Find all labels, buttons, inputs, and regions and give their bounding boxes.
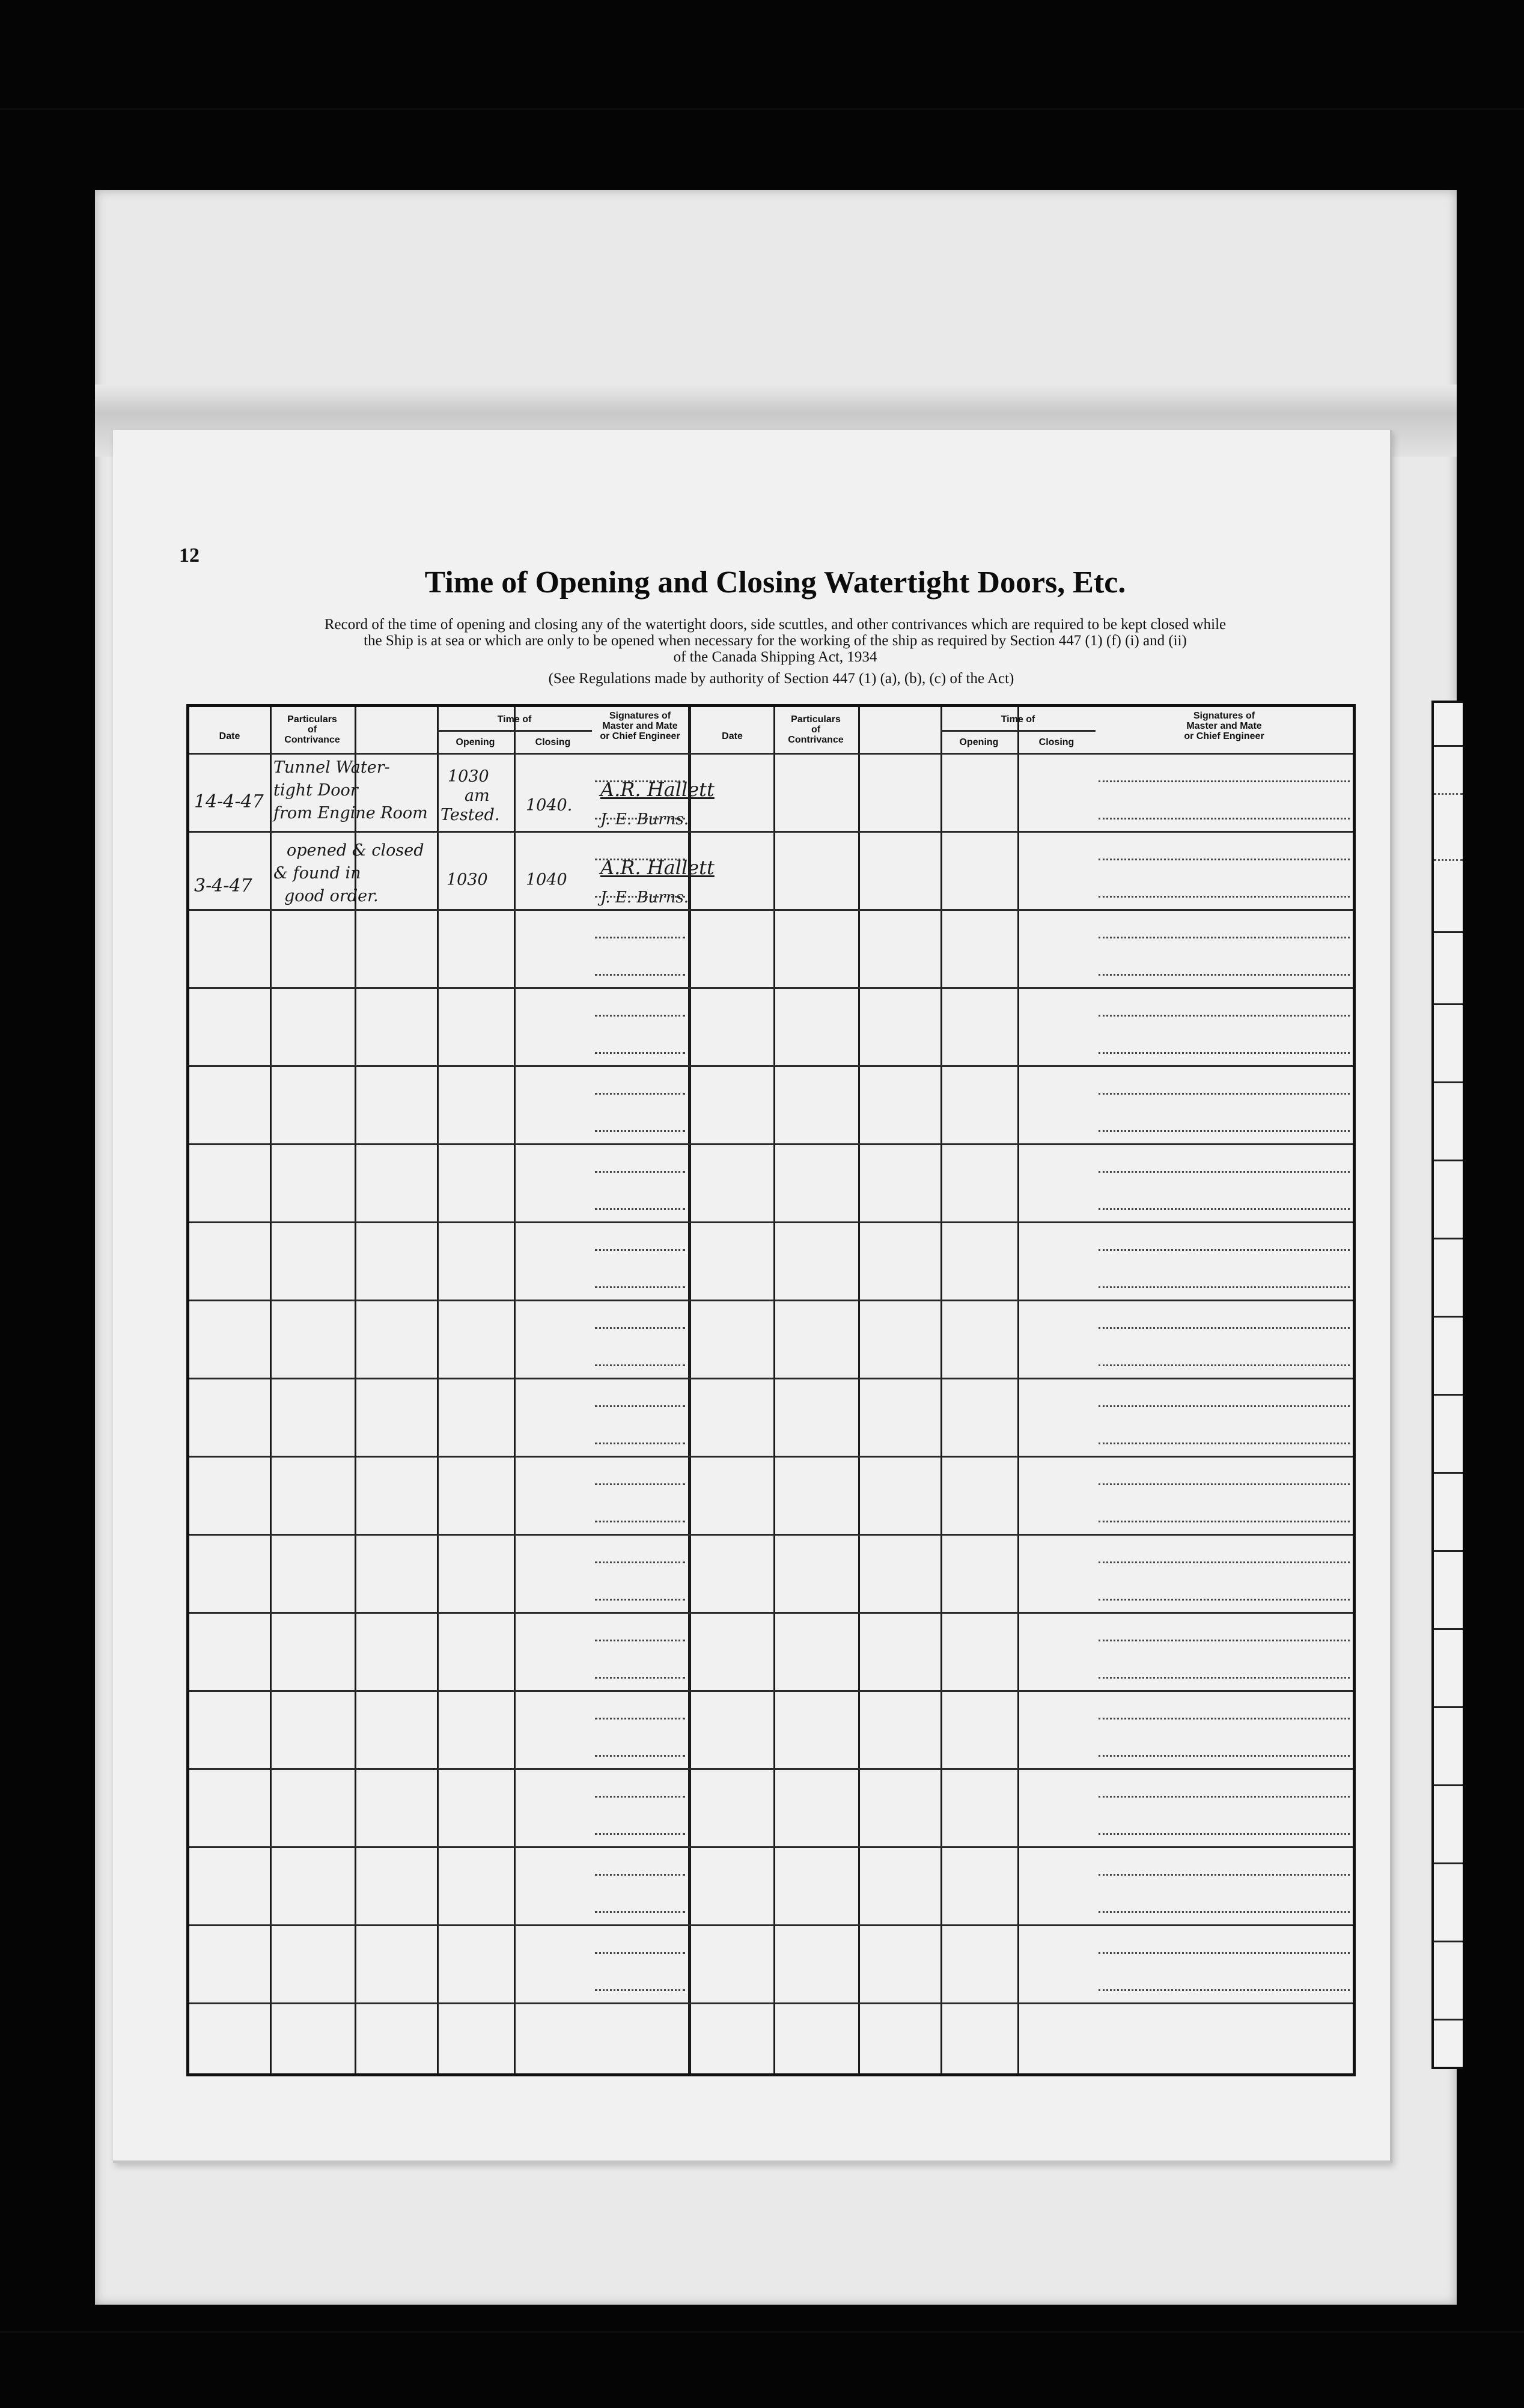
entry-line: good order. xyxy=(284,887,379,905)
signature-dotted-line xyxy=(595,1521,685,1522)
entry-signature: A.R. Hallett xyxy=(600,778,715,801)
entry-line: 1030 xyxy=(448,767,489,786)
signature-dotted-line xyxy=(595,1130,685,1132)
signature-dotted-line xyxy=(595,1327,685,1329)
col-header-time-of: Time of xyxy=(497,714,532,725)
signature-dotted-line xyxy=(1099,1989,1350,1991)
col-header-closing-2: Closing xyxy=(1038,737,1074,747)
col-header-closing: Closing xyxy=(535,737,571,747)
signature-dotted-line xyxy=(595,937,685,938)
row-rule xyxy=(189,1065,1353,1067)
hdr-line: or Chief Engineer xyxy=(600,731,680,741)
hdr-line: Contrivance xyxy=(284,735,340,745)
signature-dotted-line xyxy=(595,1833,685,1835)
entry-date: 14-4-47 xyxy=(194,791,264,812)
entry-line: opened & closed xyxy=(287,841,424,860)
row-rule xyxy=(189,1534,1353,1536)
signature-dotted-line xyxy=(595,1483,685,1485)
signature-dotted-line xyxy=(1099,1796,1350,1798)
signature-dotted-line xyxy=(595,1249,685,1251)
page-subtitle xyxy=(216,616,1334,665)
entry-signature: J. E. Burns. xyxy=(600,889,689,907)
entry-signature: J. E. Burns. xyxy=(600,810,689,829)
hdr-line: Signatures of xyxy=(609,711,671,721)
signature-dotted-line xyxy=(595,1755,685,1757)
signature-dotted-line xyxy=(1099,1874,1350,1876)
signature-dotted-line xyxy=(595,1911,685,1913)
col-header-opening: Opening xyxy=(456,737,495,747)
signature-dotted-line xyxy=(1099,1171,1350,1173)
entry-particulars xyxy=(273,756,428,825)
hdr-line: Signatures of xyxy=(1193,711,1255,721)
entry-signature: A.R. Hallett xyxy=(600,856,715,879)
hdr-line: Contrivance xyxy=(788,735,844,745)
signature-dotted-line xyxy=(1099,1599,1350,1601)
col-header-date-2: Date xyxy=(722,731,743,741)
hdr-line: Particulars xyxy=(287,714,337,725)
signature-dotted-line xyxy=(1099,1130,1350,1132)
signature-dotted-line xyxy=(1099,1093,1350,1095)
adjacent-page-edge xyxy=(1431,701,1463,2069)
signature-dotted-line xyxy=(595,1364,685,1366)
signature-dotted-line xyxy=(595,1874,685,1876)
entry-line: & found in xyxy=(273,864,361,883)
signature-dotted-line xyxy=(1099,818,1350,819)
col-header-time-of-2: Time of xyxy=(1001,714,1035,725)
hdr-line: Master and Mate xyxy=(1186,721,1262,731)
film-edge-bottom xyxy=(0,2331,1524,2333)
signature-dotted-line xyxy=(1099,1208,1350,1210)
signature-dotted-line xyxy=(595,1599,685,1601)
row-rule xyxy=(189,1612,1353,1614)
page-title: Time of Opening and Closing Watertight Doors, Etc. xyxy=(424,565,1126,600)
signature-dotted-line xyxy=(1099,1911,1350,1913)
signature-dotted-line xyxy=(1099,780,1350,782)
entry-signatures xyxy=(600,853,715,913)
watertight-doors-log-table xyxy=(186,704,1356,2076)
signature-dotted-line xyxy=(595,1952,685,1954)
signature-dotted-line xyxy=(595,1561,685,1563)
entry-signatures xyxy=(600,774,715,835)
row-rule xyxy=(189,1456,1353,1458)
row-rule xyxy=(189,1221,1353,1223)
signature-dotted-line xyxy=(1099,859,1350,860)
signature-dotted-line xyxy=(595,1052,685,1054)
signature-dotted-line xyxy=(595,1405,685,1407)
entry-closing: 1040. xyxy=(526,796,573,815)
signature-dotted-line xyxy=(595,1286,685,1288)
hdr-line: or Chief Engineer xyxy=(1184,731,1264,741)
signature-dotted-line xyxy=(1099,1443,1350,1444)
entry-opening xyxy=(440,767,499,825)
signature-dotted-line xyxy=(595,1015,685,1017)
signature-dotted-line xyxy=(595,1443,685,1444)
signature-dotted-line xyxy=(1099,1364,1350,1366)
signature-dotted-line xyxy=(595,1718,685,1719)
regulations-note: (See Regulations made by authority of Section 447 (1) (a), (b), (c) of the Act) xyxy=(548,670,1014,687)
signature-dotted-line xyxy=(1099,1286,1350,1288)
film-edge-top xyxy=(0,108,1524,110)
entry-line: am xyxy=(465,786,490,805)
row-rule xyxy=(189,831,1353,833)
row-rule xyxy=(189,1768,1353,1770)
signature-dotted-line xyxy=(1099,1249,1350,1251)
page-number: 12 xyxy=(179,544,200,567)
row-rule xyxy=(189,1378,1353,1379)
row-rule xyxy=(189,1846,1353,1848)
entry-line: Tested. xyxy=(440,806,500,824)
subtitle-line: the Ship is at sea or which are only to be opened when necessary for the working of the ship as required by Section 447 (1) (f) (i) and (ii) xyxy=(364,633,1187,649)
subtitle-line: Record of the time of opening and closing any of the watertight doors, side scuttles, and other contrivances which are required to be kept closed while xyxy=(324,616,1227,633)
signature-dotted-line xyxy=(1099,1833,1350,1835)
signature-dotted-line xyxy=(1099,1405,1350,1407)
col-header-signatures-2 xyxy=(1096,711,1353,741)
row-rule xyxy=(189,2002,1353,2004)
subtitle-line: of the Canada Shipping Act, 1934 xyxy=(673,649,877,665)
row-rule xyxy=(189,1143,1353,1145)
signature-dotted-line xyxy=(595,1640,685,1641)
hdr-line: Particulars xyxy=(791,714,841,725)
signature-dotted-line xyxy=(1099,937,1350,938)
signature-dotted-line xyxy=(1099,1677,1350,1679)
row-rule xyxy=(189,909,1353,911)
entry-particulars xyxy=(273,839,424,908)
entry-closing: 1040 xyxy=(526,871,567,889)
col-header-particulars-2 xyxy=(773,714,858,745)
signature-dotted-line xyxy=(1099,896,1350,898)
hdr-line: of xyxy=(307,725,317,735)
signature-dotted-line xyxy=(1099,1483,1350,1485)
signature-dotted-line xyxy=(595,1989,685,1991)
entry-date: 3-4-47 xyxy=(194,875,252,896)
col-header-date: Date xyxy=(219,731,240,741)
row-rule xyxy=(189,987,1353,989)
col-header-particulars xyxy=(270,714,355,745)
signature-dotted-line xyxy=(1099,1015,1350,1017)
signature-dotted-line xyxy=(595,1093,685,1095)
signature-dotted-line xyxy=(1099,1952,1350,1954)
signature-dotted-line xyxy=(1099,1521,1350,1522)
signature-dotted-line xyxy=(1099,974,1350,976)
row-rule xyxy=(189,1690,1353,1692)
signature-dotted-line xyxy=(595,1208,685,1210)
col-header-signatures xyxy=(592,711,688,741)
signature-dotted-line xyxy=(1099,1052,1350,1054)
signature-dotted-line xyxy=(595,974,685,976)
hdr-line: of xyxy=(811,725,821,735)
row-rule xyxy=(189,1300,1353,1301)
entry-line: tight Door xyxy=(273,781,358,800)
signature-dotted-line xyxy=(1099,1718,1350,1719)
signature-dotted-line xyxy=(595,1796,685,1798)
hdr-line: Master and Mate xyxy=(602,721,678,731)
signature-dotted-line xyxy=(1099,1755,1350,1757)
col-header-opening-2: Opening xyxy=(959,737,999,747)
signature-dotted-line xyxy=(595,1677,685,1679)
entry-opening: 1030 xyxy=(447,871,488,889)
row-rule xyxy=(189,1924,1353,1926)
signature-dotted-line xyxy=(595,1171,685,1173)
signature-dotted-line xyxy=(1099,1640,1350,1641)
entry-line: Tunnel Water- xyxy=(273,758,390,777)
signature-dotted-line xyxy=(1099,1327,1350,1329)
entry-line: from Engine Room xyxy=(273,804,428,822)
signature-dotted-line xyxy=(1099,1561,1350,1563)
